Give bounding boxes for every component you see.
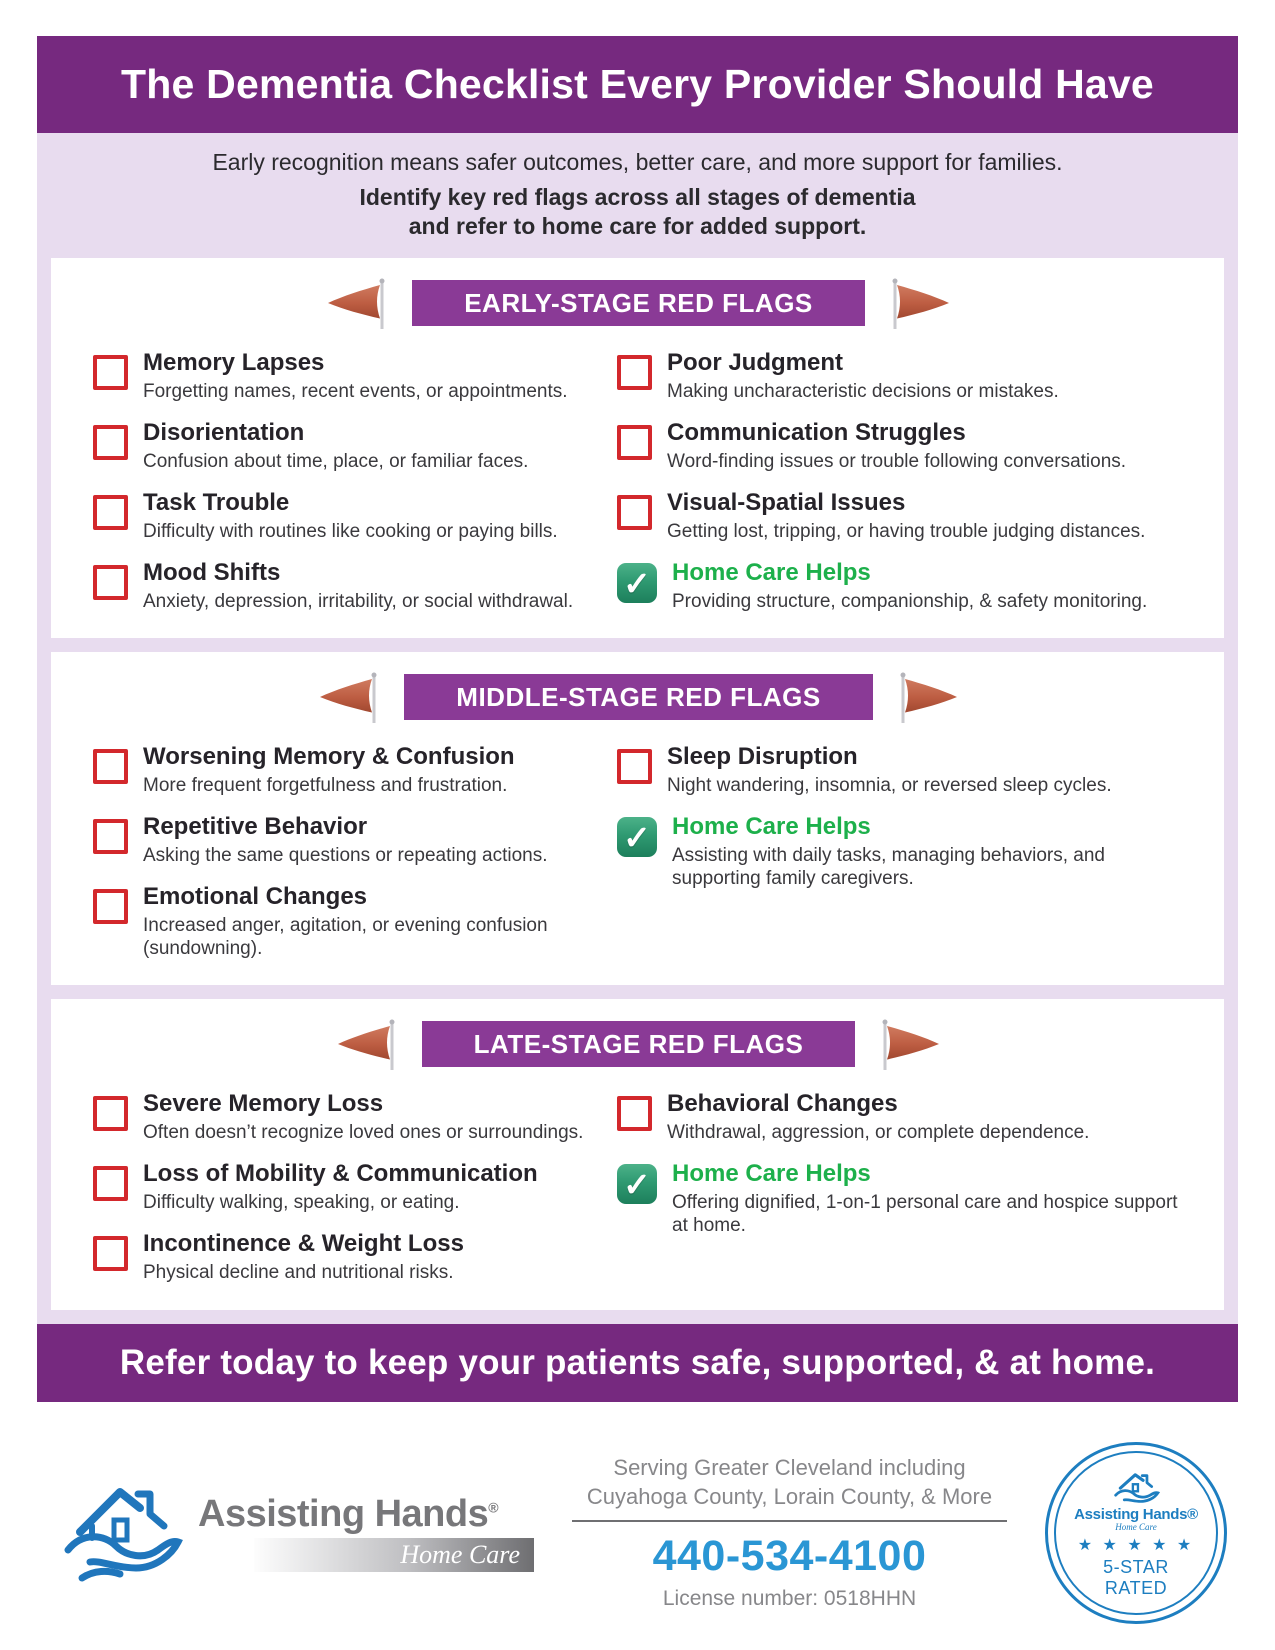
serving-area-text: Serving Greater Cleveland including Cuyahoga County, Lorain County, & More: [586, 1455, 993, 1510]
phone-number[interactable]: 440-534-4100: [652, 1531, 927, 1580]
footer: [0, 1402, 1275, 1624]
badge-hand-house-icon: [1109, 1467, 1163, 1503]
section-banner-row: [93, 1017, 1184, 1071]
five-star-badge-inner: [1054, 1451, 1218, 1615]
green-check-icon: ✓: [617, 563, 657, 603]
item-desc: Getting lost, tripping, or having trouble judging distances.: [667, 520, 1146, 542]
checklist-item: [617, 490, 1184, 543]
badge-rating-line2: RATED: [1104, 1577, 1168, 1598]
section-banner-row: [93, 276, 1184, 330]
item-title: Loss of Mobility & Communication: [143, 1160, 538, 1188]
license-number: License number: 0518HHN: [662, 1586, 917, 1610]
page-title: The Dementia Checklist Every Provider Should Have: [121, 61, 1154, 107]
column-left: [93, 744, 585, 977]
item-title: Mood Shifts: [143, 559, 281, 587]
item-desc: Confusion about time, place, or familiar faces.: [143, 450, 529, 472]
item-title: Poor Judgment: [667, 348, 844, 376]
item-title: Communication Struggles: [667, 418, 966, 446]
red-checkbox[interactable]: [93, 1166, 128, 1201]
logo-subtitle: Home Care: [400, 1540, 520, 1570]
item-desc: Withdrawal, aggression, or complete dependence.: [667, 1122, 1090, 1144]
checklist-item: [93, 350, 585, 403]
helps-desc: Providing structure, companionship, & safety monitoring.: [672, 590, 1148, 612]
red-checkbox[interactable]: [617, 425, 652, 460]
helps-title: Home Care Helps: [672, 559, 871, 587]
red-flag-icon: [887, 276, 955, 330]
helps-title: Home Care Helps: [672, 1160, 871, 1188]
item-title: Behavioral Changes: [667, 1090, 898, 1118]
home-care-helps-item: [617, 814, 1184, 890]
intro-line-bold: and refer to home care for added support.: [408, 213, 867, 240]
home-care-helps-item: [617, 560, 1184, 613]
item-title: Memory Lapses: [143, 348, 325, 376]
section-late-stage: [51, 999, 1224, 1309]
green-check-icon: ✓: [617, 1164, 657, 1204]
column-right: [617, 744, 1184, 977]
section-middle-stage: [51, 652, 1224, 985]
checklist-item: [617, 744, 1184, 797]
checklist-item: [93, 1231, 585, 1284]
red-checkbox[interactable]: [93, 749, 128, 784]
item-desc: Anxiety, depression, irritability, or social withdrawal.: [143, 590, 574, 612]
item-desc: Asking the same questions or repeating actions.: [143, 844, 548, 866]
intro-block: [37, 133, 1238, 258]
intro-line: Early recognition means safer outcomes, better care, and more support for families.: [212, 149, 1063, 175]
red-checkbox[interactable]: [93, 565, 128, 600]
checklist-item: [93, 1161, 585, 1214]
red-checkbox[interactable]: [617, 495, 652, 530]
checklist-item: [93, 814, 585, 867]
five-stars-icon: ★ ★ ★ ★ ★: [1077, 1536, 1195, 1554]
checklist-item: [93, 490, 585, 543]
header-banner: [37, 36, 1238, 133]
section-title: EARLY-STAGE RED FLAGS: [412, 280, 865, 326]
checklist-item: [617, 350, 1184, 403]
red-flag-icon: [314, 670, 382, 724]
red-checkbox[interactable]: [93, 495, 128, 530]
footer-divider: [572, 1520, 1007, 1522]
red-flag-icon: [332, 1017, 400, 1071]
item-title: Visual-Spatial Issues: [667, 488, 906, 516]
item-desc: Forgetting names, recent events, or appointments.: [143, 380, 568, 402]
checklist-item: [93, 420, 585, 473]
column-right: [617, 350, 1184, 630]
item-desc: Making uncharacteristic decisions or mistakes.: [667, 380, 1059, 402]
assisting-hands-logo: [60, 1474, 534, 1591]
checklist-item: [617, 1091, 1184, 1144]
checklist-item: [93, 560, 585, 613]
red-checkbox[interactable]: [93, 889, 128, 924]
section-early-stage: [51, 258, 1224, 638]
five-star-badge: [1045, 1442, 1227, 1624]
item-title: Incontinence & Weight Loss: [143, 1230, 464, 1258]
checklist-item: [617, 420, 1184, 473]
hand-house-icon: [60, 1474, 188, 1591]
red-flag-icon: [895, 670, 963, 724]
red-checkbox[interactable]: [617, 355, 652, 390]
helps-title: Home Care Helps: [672, 813, 871, 841]
flyer-content: [37, 36, 1238, 1402]
item-desc: Physical decline and nutritional risks.: [143, 1262, 454, 1284]
red-checkbox[interactable]: [617, 1096, 652, 1131]
item-desc: Difficulty walking, speaking, or eating.: [143, 1192, 460, 1214]
logo-home-care-bar: [254, 1538, 534, 1572]
red-checkbox[interactable]: [93, 425, 128, 460]
item-title: Task Trouble: [143, 488, 290, 516]
item-desc: Night wandering, insomnia, or reversed sleep cycles.: [667, 774, 1112, 796]
item-title: Sleep Disruption: [667, 743, 858, 771]
item-title: Emotional Changes: [143, 883, 368, 911]
checklist-item: [93, 884, 585, 960]
item-desc: Increased anger, agitation, or evening confusion (sundowning).: [143, 915, 548, 960]
section-title: MIDDLE-STAGE RED FLAGS: [404, 674, 872, 720]
item-title: Severe Memory Loss: [143, 1090, 384, 1118]
item-title: Disorientation: [143, 418, 305, 446]
footer-contact-block: [562, 1454, 1017, 1610]
badge-rating-line1: 5-STAR: [1103, 1556, 1169, 1577]
item-title: Worsening Memory & Confusion: [143, 743, 515, 771]
checklist-item: [93, 1091, 585, 1144]
red-checkbox[interactable]: [93, 819, 128, 854]
badge-subtitle: Home Care: [1115, 1521, 1157, 1532]
intro-line-bold: Identify key red flags across all stages of dementia: [359, 184, 916, 210]
red-flag-icon: [322, 276, 390, 330]
item-desc: Word-finding issues or trouble following conversations.: [667, 450, 1127, 472]
home-care-helps-item: [617, 1161, 1184, 1237]
item-desc: More frequent forgetfulness and frustration.: [143, 774, 508, 796]
cta-text: Refer today to keep your patients safe, supported, & at home.: [119, 1342, 1156, 1382]
green-check-icon: ✓: [617, 817, 657, 857]
section-banner-row: [93, 670, 1184, 724]
red-checkbox[interactable]: [617, 749, 652, 784]
red-flag-icon: [877, 1017, 945, 1071]
column-right: [617, 1091, 1184, 1301]
logo-wordmark: Assisting Hands®: [198, 1493, 499, 1536]
section-title: LATE-STAGE RED FLAGS: [422, 1021, 856, 1067]
item-title: Repetitive Behavior: [143, 813, 368, 841]
helps-desc: Assisting with daily tasks, managing behaviors, and supporting family caregivers.: [672, 844, 1106, 890]
checklist-item: [93, 744, 585, 797]
red-checkbox[interactable]: [93, 1236, 128, 1271]
registered-mark: ®: [488, 1499, 499, 1516]
red-checkbox[interactable]: [93, 1096, 128, 1131]
badge-brand: Assisting Hands®: [1074, 1505, 1198, 1523]
column-left: [93, 1091, 585, 1301]
helps-desc: Offering dignified, 1-on-1 personal care and hospice support at home.: [672, 1192, 1178, 1237]
item-desc: Difficulty with routines like cooking or paying bills.: [143, 520, 558, 542]
item-desc: Often doesn’t recognize loved ones or surroundings.: [143, 1122, 584, 1144]
cta-banner: [37, 1324, 1238, 1402]
column-left: [93, 350, 585, 630]
red-checkbox[interactable]: [93, 355, 128, 390]
